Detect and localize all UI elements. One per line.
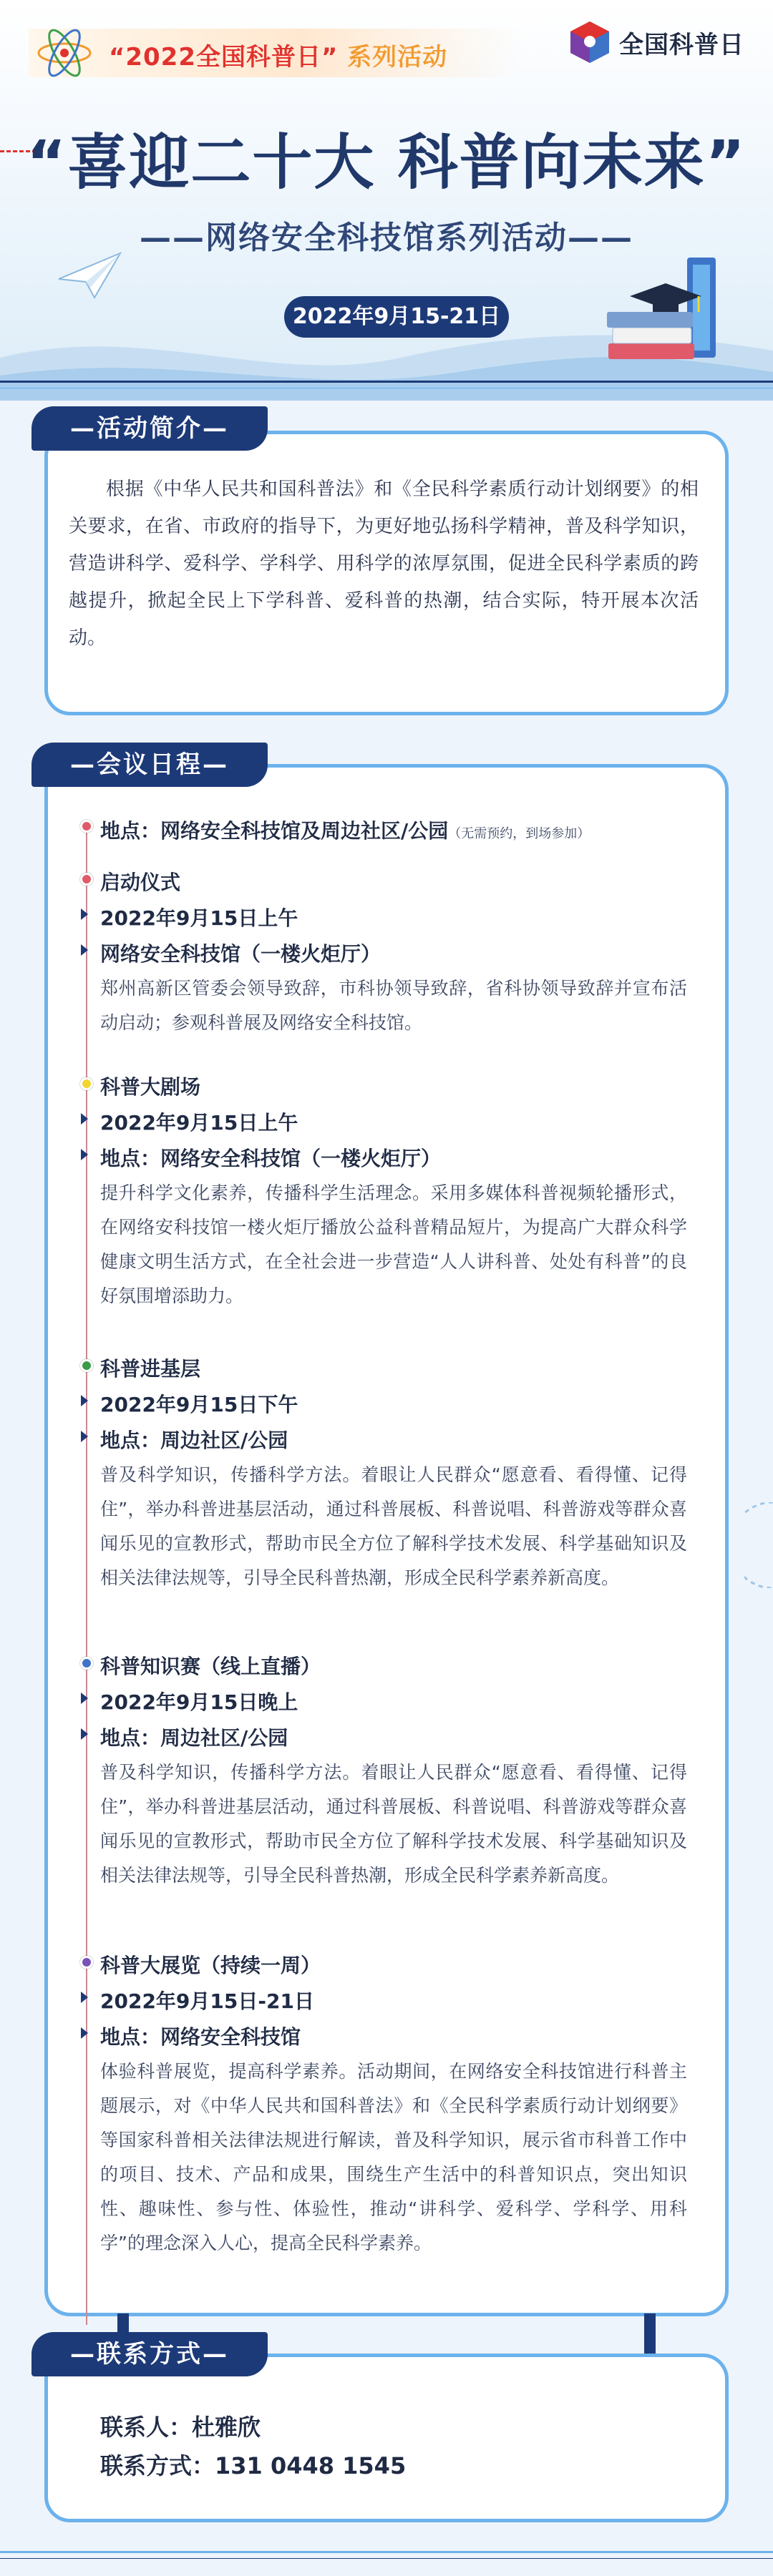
timeline-dot [80,1657,93,1670]
contact-tag: —联系方式— [31,2332,268,2376]
connector-bar [644,2313,656,2356]
timeline-arrow-icon [81,2027,88,2039]
timeline-arrow-icon [81,1431,88,1442]
event-time: 2022年9月15日晚上 [100,1690,298,1714]
event-title: 科普知识赛（线上直播） [100,1655,321,1678]
event-place: 地点：周边社区/公园 [100,1726,288,1750]
intro-text: 根据《中华人民共和国科普法》和《全民科学素质行动计划纲要》的相关要求，在省、市政府的指导下，为更好地弘扬科学精神，普及科学知识，营造讲科学、爱科学、学科学、用科学的浓厚氛围，促进全民科学素质的跨越提升，掀起全民上下学科普、爱科普的热潮，结合实际，特开展本次活动。 [69,479,699,649]
science-day-logo-icon [568,20,612,64]
event-time: 2022年9月15日-21日 [100,1989,314,2013]
divider-line [0,381,773,383]
schedule-location-note: （无需预约，到场参加） [448,826,590,841]
intro-tag: —活动简介— [31,406,268,451]
brand-logo [568,20,744,64]
event-date-badge: 2022年9月15-21日 [284,296,509,338]
event-title: 启动仪式 [100,871,181,894]
event-title: 科普进基层 [100,1357,201,1381]
event-title: 科普大展览（持续一周） [100,1954,321,1977]
timeline-line [86,830,87,2325]
timeline-arrow-icon [81,1395,88,1406]
event-description: 普及科学知识，传播科学方法。着眼让人民群众“愿意看、看得懂、记得住”，举办科普进基层活动，通过科普展板、科普说唱、科普游戏等群众喜闻乐见的宣教形式，帮助市民全方位了解科学技术发展、科学基础知识及相关法律法规等，引导全民科普热潮，形成全民科学素养新高度。 [100,1464,687,1588]
footer-line [0,2551,773,2553]
event-description: 体验科普展览，提高科学素养。活动期间，在网络安全科技馆进行科普主题展示，对《中华人民共和国科普法》和《全民科学素质行动计划纲要》等国家科普相关法律法规进行解读，普及科学知识，展示省市科普工作中的项目、技术、产品和成果，围绕生产生活中的科普知识点，突出知识性、趣味性、参与性、体验性，推动“讲科学、爱科学、学科学、用科学”的理念深入人心，提高全民科学素养。 [100,2061,687,2253]
contact-person: 联系人：杜雅欣 [100,2414,261,2441]
series-quote: “2022全国科普日” [109,43,339,72]
timeline-arrow-icon [81,1728,88,1740]
timeline-arrow-icon [81,1992,88,2003]
schedule-location [100,816,590,844]
event-place: 地点：网络安全科技馆 [100,2025,301,2049]
timeline-dot [80,1359,93,1372]
schedule-tag: —会议日程— [31,743,268,787]
timeline-dot [80,820,93,833]
brand-name: 全国科普日 [619,30,744,59]
event-title: 科普大剧场 [100,1075,201,1099]
dotted-arc-decor [744,1502,773,1588]
books-graduation-icon [601,236,744,379]
timeline-dot [80,1077,93,1090]
timeline-arrow-icon [81,1693,88,1704]
schedule-location-text: 地点：网络安全科技馆及周边社区/公园 [100,819,449,843]
event-place: 地点：网络安全科技馆（一楼火炬厅） [100,1147,442,1170]
contact-phone: 联系方式：131 0448 1545 [100,2452,407,2479]
event-time: 2022年9月15日下午 [100,1393,298,1416]
event-description: 普及科学知识，传播科学方法。着眼让人民群众“愿意看、看得懂、记得住”，举办科普进基层活动，通过科普展板、科普说唱、科普游戏等群众喜闻乐见的宣教形式，帮助市民全方位了解科学技术发展、科学基础知识及相关法律法规等，引导全民科普热潮，形成全民科学素养新高度。 [100,1762,687,1886]
atom-logo-icon [29,29,100,77]
event-description: 提升科学文化素养，传播科学生活理念。采用多媒体科普视频轮播形式，在网络安科技馆一楼火炬厅播放公益科普精品短片，为提高广大群众科学健康文明生活方式，在全社会进一步营造“人人讲科普、处处有科普”的良好氛围增添助力。 [100,1182,687,1306]
timeline-arrow-icon [81,1149,88,1160]
event-time: 2022年9月15日上午 [100,1111,298,1135]
event-description: 郑州高新区管委会领导致辞，市科协领导致辞，省科协领导致辞并宣布活动启动；参观科普展及网络安全科技馆。 [100,978,687,1033]
event-time: 2022年9月15日上午 [100,906,298,930]
paper-plane-icon [57,250,122,300]
event-place: 地点：周边社区/公园 [100,1429,288,1452]
timeline-arrow-icon [81,944,88,956]
timeline-arrow-icon [81,1113,88,1125]
header-banner [0,0,773,401]
event-place: 网络安全科技馆（一楼火炬厅） [100,942,381,966]
timeline-dot [80,1956,93,1969]
main-title: “喜迎二十大 科普向未来” [26,127,747,197]
series-label: 系列活动 [347,43,448,72]
sub-title: ——网络安全科技馆系列活动—— [140,220,633,256]
timeline-dot [80,873,93,886]
series-bar [29,29,522,77]
timeline-arrow-icon [81,909,88,920]
series-title [109,37,447,72]
footer-line [0,2558,773,2559]
